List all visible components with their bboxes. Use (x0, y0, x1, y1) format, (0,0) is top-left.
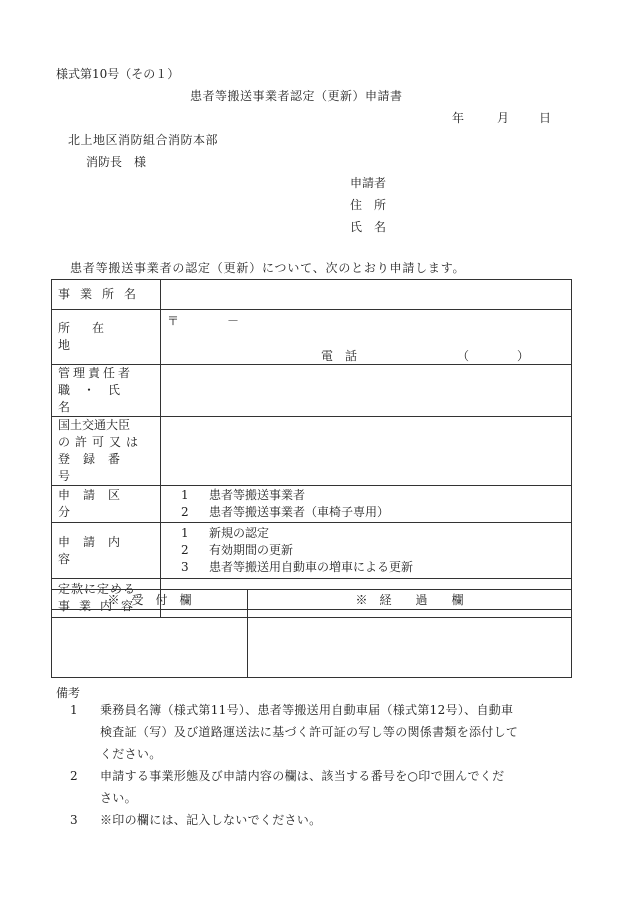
applicant-label: 申請者 (350, 176, 387, 190)
manager-line2: 職・氏名 (58, 383, 134, 414)
permit-field[interactable] (161, 417, 572, 486)
office-name-field[interactable] (161, 280, 572, 310)
permit-label (52, 417, 161, 486)
notes-list (70, 699, 570, 831)
date-month: 月 (497, 111, 510, 125)
date-day: 日 (539, 111, 552, 125)
location-field[interactable] (161, 310, 572, 365)
location-text: 所在地 (58, 321, 127, 352)
permit-line2: の許可又は (58, 435, 144, 449)
category-option-2[interactable]: 2 患者等搬送事業者（車椅子専用） (181, 505, 390, 519)
form-number: 様式第10号（その１） (56, 67, 180, 81)
content-option-1[interactable]: 1 新規の認定 (181, 526, 270, 540)
location-label (52, 310, 161, 365)
application-table (51, 279, 572, 618)
note-item-2: 2 申請する事業形態及び申請内容の欄は、該当する番号を○印で囲んでくだ さい。 (70, 769, 505, 805)
form-title: 患者等搬送事業者認定（更新）申請書 (190, 89, 403, 103)
content-label (52, 523, 161, 579)
phone-label: 電 話 (321, 349, 358, 363)
content-option-2[interactable]: 2 有効期間の更新 (181, 543, 294, 557)
notes-heading: 備考 (56, 686, 81, 700)
category-options (161, 486, 572, 523)
progress-field (248, 610, 572, 678)
articles-line1: 定款に定める (58, 582, 137, 596)
manager-line1: 管理責任者 (58, 366, 134, 380)
manager-label (52, 365, 161, 417)
category-text: 申請区分 (58, 488, 134, 519)
postal-mark: 〒 (167, 314, 180, 328)
manager-field[interactable] (161, 365, 572, 417)
intro-text: 患者等搬送事業者の認定（更新）について、次のとおり申請します。 (70, 261, 466, 275)
applicant-name-label: 氏 名 (350, 220, 387, 234)
category-option-1[interactable]: 1 患者等搬送事業者 (181, 488, 306, 502)
permit-line3: 登録番号 (58, 452, 134, 483)
reception-header: ※ 受 付 欄 (52, 590, 248, 610)
permit-line1: 国土交通大臣 (58, 418, 131, 432)
office-name-text: 事業所名 (58, 287, 147, 301)
content-option-3[interactable]: 3 患者等搬送用自動車の増車による更新 (181, 560, 414, 574)
office-use-table (51, 589, 572, 678)
articles-line2: 事業内容 (58, 599, 143, 613)
addressee-org: 北上地区消防組合消防本部 (68, 133, 219, 147)
note-item-3: 3 ※印の欄には、記入しないでください。 (70, 813, 322, 827)
category-label (52, 486, 161, 523)
content-options (161, 523, 572, 579)
office-name-label (52, 280, 161, 310)
content-text: 申請内容 (58, 534, 134, 566)
note-item-1: 1 乗務員名簿（様式第11号）、患者等搬送用自動車届（様式第12号）、自動車 検査証（写）及び道路運送法に基づく許可証の写し等の関係書類を添付して ください。 (70, 703, 519, 761)
phone-paren-close: ） (517, 349, 530, 363)
addressee-chief: 消防長 様 (86, 155, 147, 169)
postal-dash: － (227, 314, 240, 328)
reception-field (52, 610, 248, 678)
applicant-address-label: 住 所 (350, 198, 387, 212)
progress-header: ※ 経 過 欄 (248, 590, 572, 610)
date-year: 年 (452, 111, 465, 125)
phone-paren-open: （ (457, 349, 470, 363)
